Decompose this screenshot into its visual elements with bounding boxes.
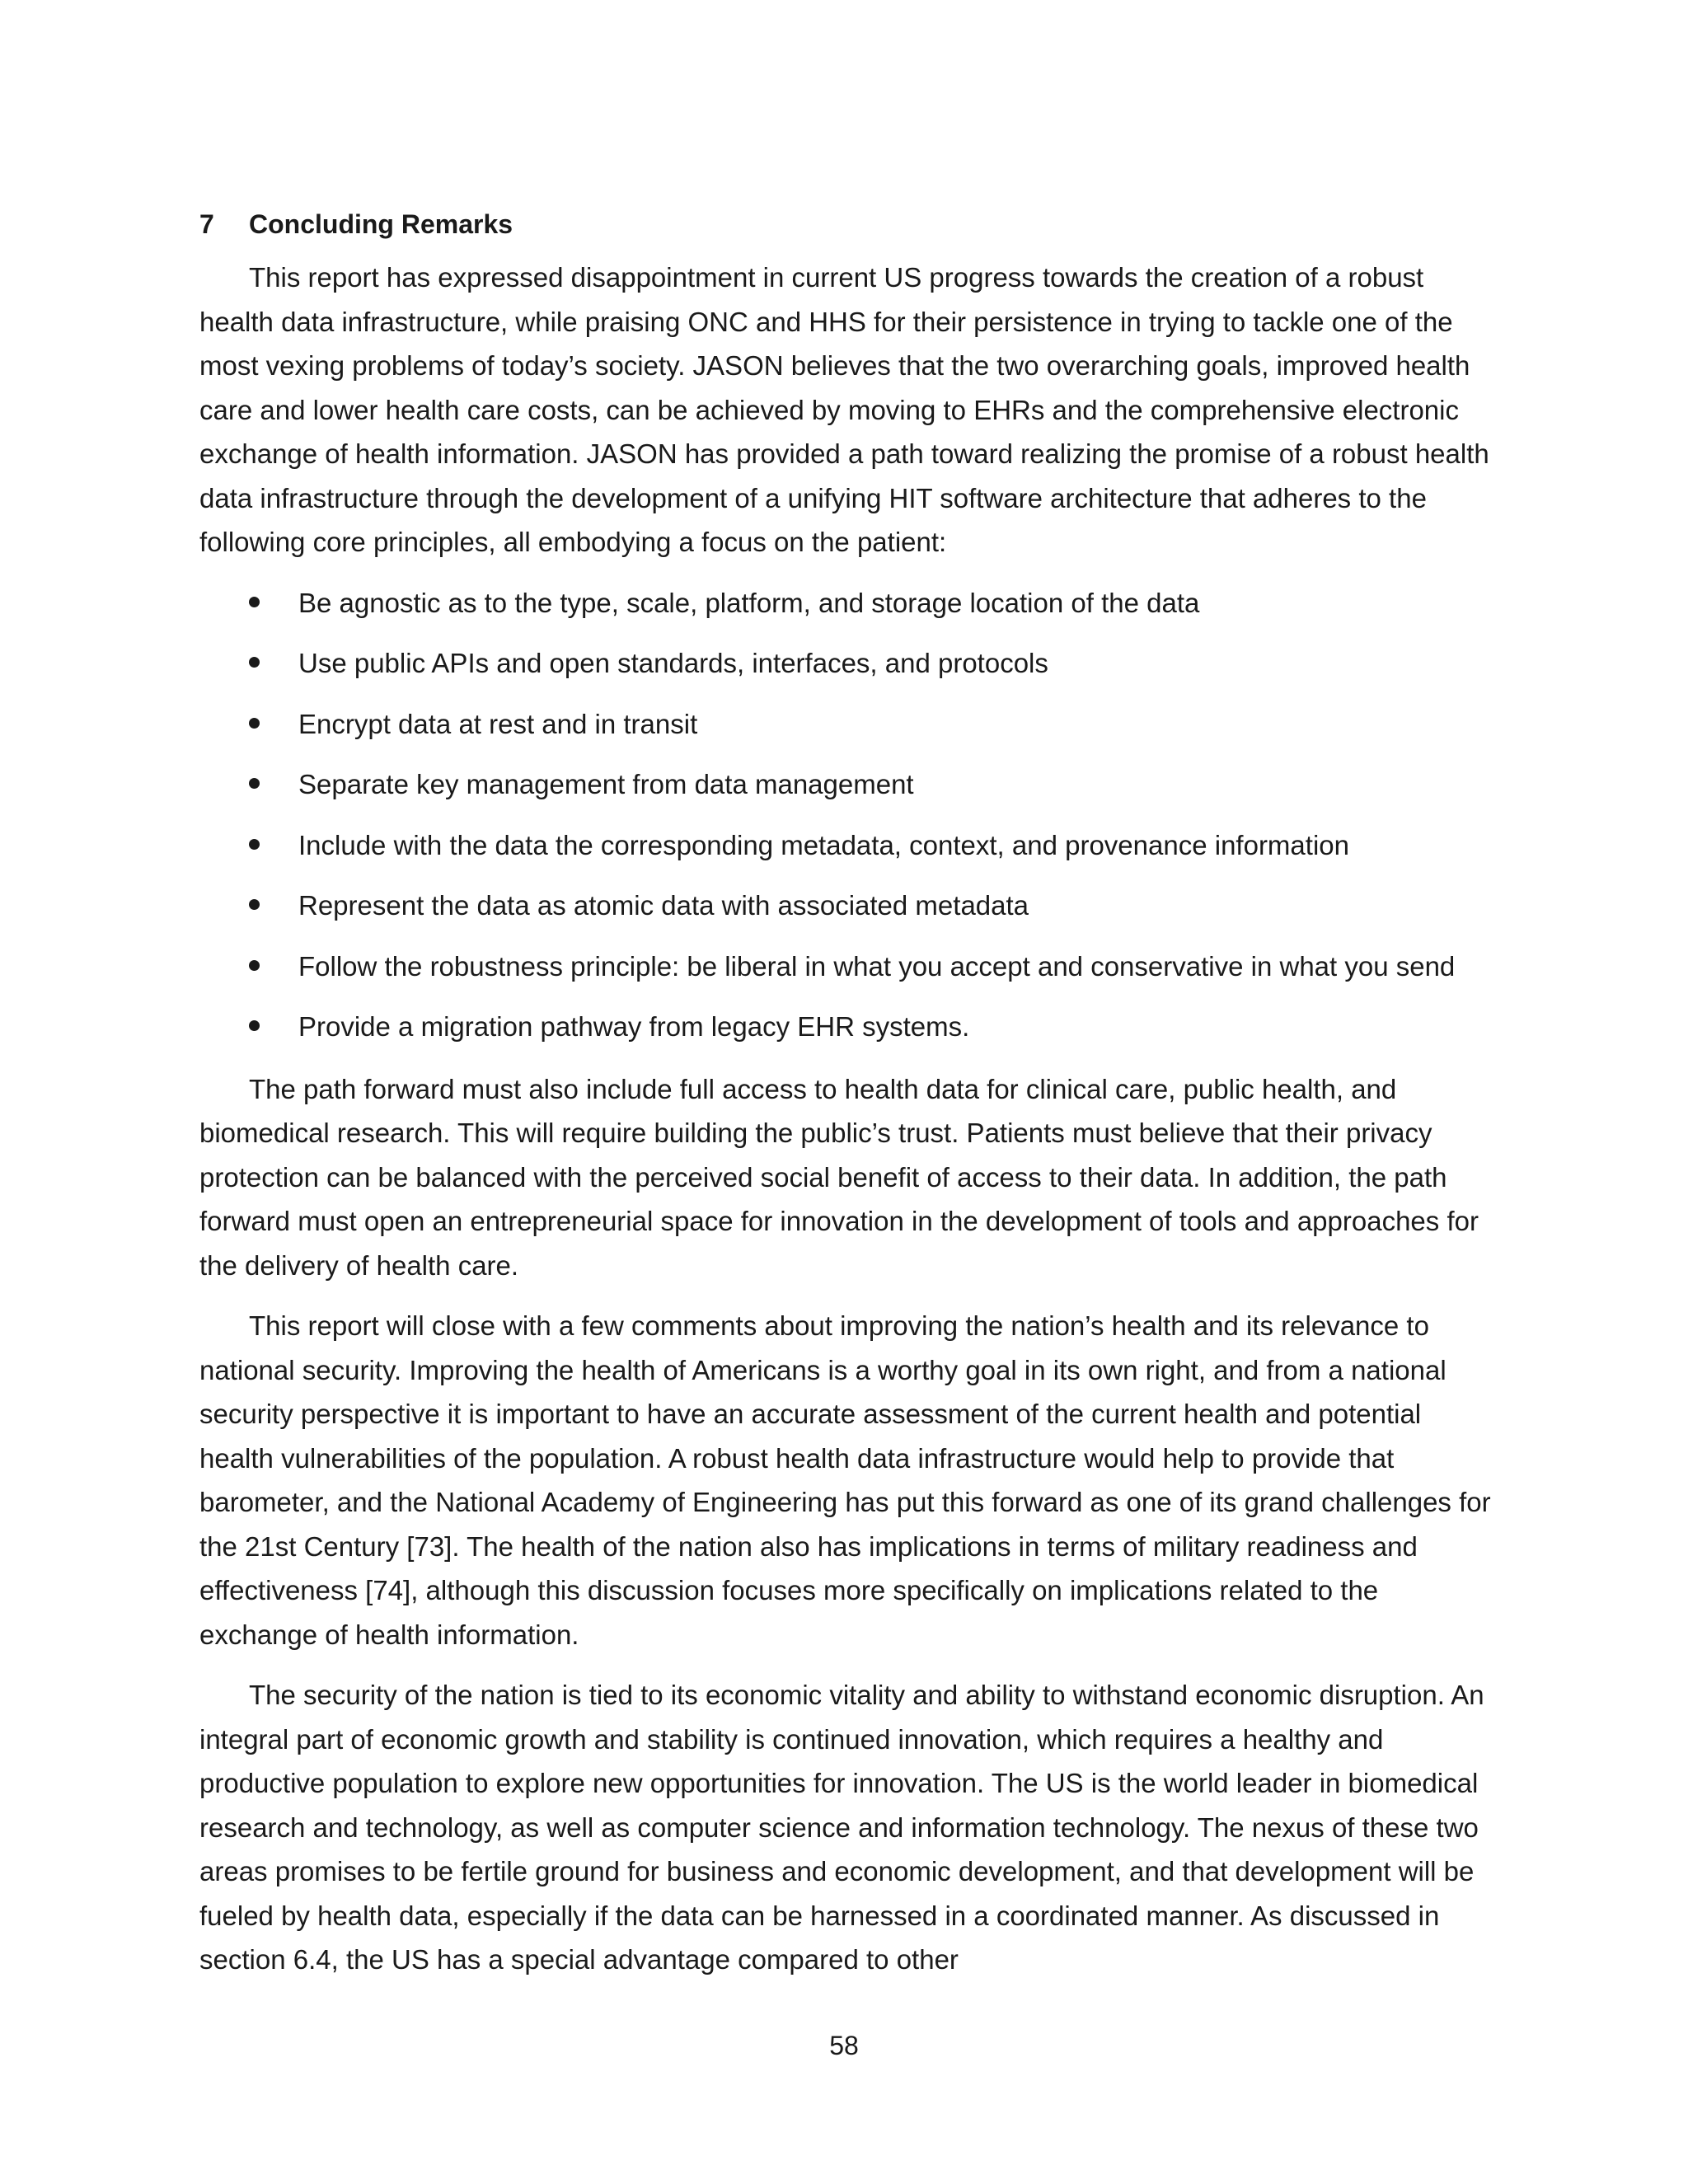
bullet-icon xyxy=(249,657,260,668)
paragraph-economic-vitality: The security of the nation is tied to its economic vitality and ability to withstand economic disruption. An integral part of economic growth and stability is continued innovation, which requires a healthy and productive population to explore new opportunities for innovation. The US is the world leader in biomedical research and technology, as well as computer science and information technology. The nexus of these two areas promises to be fertile ground for business and economic development, and that development will be fueled by health data, especially if the data can be harnessed in a coordinated manner. As discussed in section 6.4, the US has a special advantage compared to other xyxy=(199,1680,1484,1975)
list-item-text: Use public APIs and open standards, interfaces, and protocols xyxy=(298,648,1048,678)
bullet-icon xyxy=(249,839,260,850)
list-item-text: Be agnostic as to the type, scale, platform, and storage location of the data xyxy=(298,587,1200,618)
paragraph-intro: This report has expressed disappointment in current US progress towards the creation of a robust health data infrastructure, while praising ONC and HHS for their persistence in trying to tackle one of the most vexing problems of today’s society. JASON believes that the two overarching goals, improved health care and lower health care costs, can be achieved by moving to EHRs and the comprehensive electronic exchange of health information. JASON has provided a path toward realizing the promise of a robust health data infrastructure through the development of a unifying HIT software architecture that adheres to the following core principles, all embodying a focus on the patient: xyxy=(199,262,1489,557)
bullet-icon xyxy=(249,778,260,789)
document-page xyxy=(199,204,1498,1999)
list-item-text: Encrypt data at rest and in transit xyxy=(298,708,698,739)
bullet-icon xyxy=(249,597,260,607)
page-number: 58 xyxy=(829,2031,859,2060)
bullet-icon xyxy=(249,899,260,910)
bullet-icon xyxy=(249,1020,260,1031)
section-heading xyxy=(199,204,1498,244)
bullet-icon xyxy=(249,718,260,729)
list-item-text: Separate key management from data management xyxy=(298,769,914,799)
bullet-icon xyxy=(249,960,260,971)
list-item-text: Follow the robustness principle: be liberal in what you accept and conservative in what you send xyxy=(298,950,1456,982)
list-item xyxy=(199,883,1498,928)
list-item xyxy=(199,581,1498,626)
list-item-text: Include with the data the corresponding metadata, context, and provenance information xyxy=(298,829,1349,860)
principles-list xyxy=(199,581,1498,1049)
list-item xyxy=(199,944,1498,989)
list-item xyxy=(199,762,1498,807)
paragraph-path-forward: The path forward must also include full access to health data for clinical care, public health, and biomedical research. This will require building the public’s trust. Patients must believe that their privacy protection can be balanced with the perceived social benefit of access to their data. In addition, the path forward must open an entrepreneurial space for innovation in the development of tools and approaches for the delivery of health care. xyxy=(199,1073,1479,1281)
list-item xyxy=(199,702,1498,747)
section-title: Concluding Remarks xyxy=(249,209,513,239)
section-number: 7 xyxy=(199,209,214,239)
paragraph-national-security: This report will close with a few comments about improving the nation’s health and its relevance to national security. Improving the health of Americans is a worthy goal in its own right, and from a national security perspective it is important to have an accurate assessment of the current health and potential health vulnerabilities of the population. A robust health data infrastructure would help to provide that barometer, and the National Academy of Engineering has put this forward as one of its grand challenges for the 21st Century [73]. The health of the nation also has implications in terms of military readiness and effectiveness [74], although this discussion focuses more specifically on implications related to the exchange of health information. xyxy=(199,1310,1491,1650)
list-item xyxy=(199,823,1498,868)
list-item-text: Represent the data as atomic data with associated metadata xyxy=(298,890,1029,921)
list-item xyxy=(199,641,1498,686)
list-item xyxy=(199,1005,1498,1049)
list-item-text: Provide a migration pathway from legacy EHR systems. xyxy=(298,1011,970,1042)
